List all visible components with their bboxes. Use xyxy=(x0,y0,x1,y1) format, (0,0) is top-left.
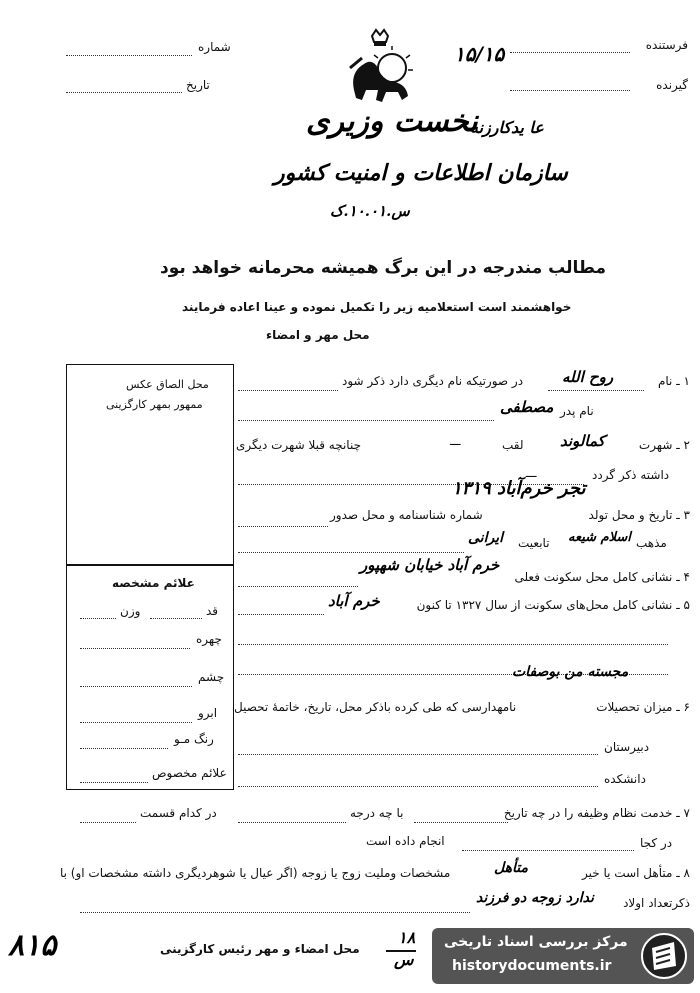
feature-line xyxy=(80,782,148,783)
religion-value: اسلام شیعه xyxy=(568,530,631,545)
field8-value: متأهل xyxy=(494,860,528,876)
field-line xyxy=(80,822,136,823)
field-line xyxy=(80,912,470,913)
feature-weight: وزن xyxy=(120,604,141,618)
feature-eyebrow: ابرو xyxy=(198,706,218,720)
feature-line xyxy=(80,686,192,687)
nationality-value: ایرانی xyxy=(468,530,503,546)
field8-label: ۸ ـ متأهل است یا خیر xyxy=(582,866,690,880)
field4-value: خرم آباد خیابان شهپور xyxy=(360,556,500,574)
birth-value: ۱۳۱۹ تجر خرم‌آباد xyxy=(452,478,586,499)
field7-unit: در کدام قسمت xyxy=(140,806,217,820)
field8-text: مشخصات وملیت زوج یا زوجه (اگر عیال یا شوهردیگری داشته مشخصات او) با xyxy=(60,866,451,880)
religion-label: مذهب xyxy=(636,536,667,550)
fraction-top: ۱۸ xyxy=(398,928,416,947)
id-label: شماره شناسنامه و محل صدور xyxy=(330,508,483,522)
feature-line xyxy=(80,648,190,649)
photo-box-line2: ممهور بمهر کارگزینی xyxy=(106,398,203,411)
date-label: تاریخ xyxy=(186,78,210,92)
signature-label: محل امضاء و مهر رئیس کارگزینی xyxy=(160,942,360,956)
organization-title: سازمان اطلاعات و امنیت کشور xyxy=(274,160,568,186)
date-line xyxy=(66,92,182,93)
children-value: ندارد زوجه دو فرزند xyxy=(476,890,594,906)
field1-label: ۱ ـ نام xyxy=(657,374,690,388)
request-notice: خواهشمند است استعلامیه زیر را تکمیل نموده و عینا اعاده فرمایند xyxy=(182,300,572,314)
field7-rank: با چه درجه xyxy=(350,806,404,820)
confidential-notice: مطالب مندرجه در این برگ همیشه محرمانه خواهد بود xyxy=(160,258,607,278)
field3-label: ۳ ـ تاریخ و محل تولد xyxy=(588,508,690,522)
crown-icon xyxy=(372,30,388,46)
feature-hair: رنگ مـو xyxy=(174,732,214,746)
field4-label: ۴ ـ نشانی کامل محل سکونت فعلی xyxy=(514,570,690,584)
field5-value: خرم آباد xyxy=(328,592,380,610)
seal-place-notice: محل مهر و امضاء xyxy=(266,328,370,342)
feature-face: چهره xyxy=(196,632,222,646)
field1-value: روح الله xyxy=(562,368,614,386)
feature-line xyxy=(150,618,202,619)
features-title: علائم مشخصه xyxy=(112,576,195,590)
ministry-title: نخست وزیری xyxy=(306,104,478,139)
feature-line xyxy=(80,748,168,749)
field5-label: ۵ ـ نشانی کامل محل‌های سکونت از سال ۱۳۲۷ تا کنون xyxy=(416,598,690,612)
field-line xyxy=(548,390,644,391)
number-label: شماره xyxy=(198,40,231,54)
archive-logo-icon xyxy=(640,932,688,980)
stamp-number: ۸۱۵ xyxy=(8,928,57,963)
receiver-line xyxy=(510,90,630,91)
photo-box xyxy=(66,364,234,566)
field-line xyxy=(238,754,598,755)
feature-line xyxy=(80,722,192,723)
field7-label: ۷ ـ خدمت نظام وظیفه را در چه تاریخ xyxy=(503,806,690,820)
field6-value: مجسته من بوصفات xyxy=(512,664,629,680)
field2-label: ۲ ـ شهرت xyxy=(638,438,690,452)
prev-name-label: چنانچه قبلا شهرت دیگری xyxy=(236,438,362,452)
watermark-url: historydocuments.ir xyxy=(452,958,612,974)
lion-and-sun-emblem xyxy=(342,28,418,108)
receiver-label: فرستنده xyxy=(645,38,688,52)
field-line xyxy=(238,822,346,823)
field6-text: نامهدارسی که طی کرده باذکر محل، تاریخ، خاتمهٔ تحصیل xyxy=(234,700,517,714)
prev-name-value: ـــ xyxy=(526,466,537,480)
university-label: دانشکده xyxy=(604,772,646,786)
fraction-bottom: س xyxy=(394,950,414,969)
feature-special: علائم مخصوص xyxy=(152,766,227,780)
title-value: ـــ xyxy=(450,434,461,448)
school-label: دبیرستان xyxy=(604,740,650,754)
field-line xyxy=(238,552,464,553)
field7-done: انجام داده است xyxy=(366,834,445,848)
form-code: س.۱۰.۰۱.ک xyxy=(330,202,410,220)
side-handwriting: عا یدکارزنه xyxy=(470,118,544,137)
feature-height: قد xyxy=(206,604,219,618)
father-label: نام پدر xyxy=(560,404,594,418)
photo-box-line1: محل الصاق عکس xyxy=(126,378,209,391)
feature-eye: چشم xyxy=(198,670,225,684)
title-label: لقب xyxy=(502,438,524,452)
field-line xyxy=(238,786,598,787)
field1-note: در صورتیکه نام دیگری دارد ذکر شود xyxy=(342,374,524,388)
handwritten-reference: ۱۵/۱۵ xyxy=(454,42,505,66)
field-line xyxy=(238,526,328,527)
field-line xyxy=(238,420,494,421)
sender-label: گیرنده xyxy=(656,78,688,92)
field7-where: در کجا xyxy=(640,836,673,850)
field2-value: کمالوند xyxy=(560,432,605,450)
feature-line xyxy=(80,618,116,619)
field-line xyxy=(238,614,324,615)
father-value: مصطفی xyxy=(500,398,554,416)
field-line xyxy=(238,586,358,587)
watermark-org: مرکز بررسی اسناد تاریخی xyxy=(444,934,628,950)
nationality-label: تابعیت xyxy=(518,536,550,550)
sender-line xyxy=(510,52,630,53)
children-label: ذکرتعداد اولاد xyxy=(623,896,690,910)
field-line xyxy=(414,822,508,823)
number-line xyxy=(66,55,192,56)
field-line xyxy=(462,850,634,851)
prev-name-label2: داشته ذکر گردد xyxy=(592,468,670,482)
field6-label: ۶ ـ میزان تحصیلات xyxy=(596,700,690,714)
field-line xyxy=(238,644,668,645)
field-line xyxy=(238,390,338,391)
watermark xyxy=(432,928,694,984)
